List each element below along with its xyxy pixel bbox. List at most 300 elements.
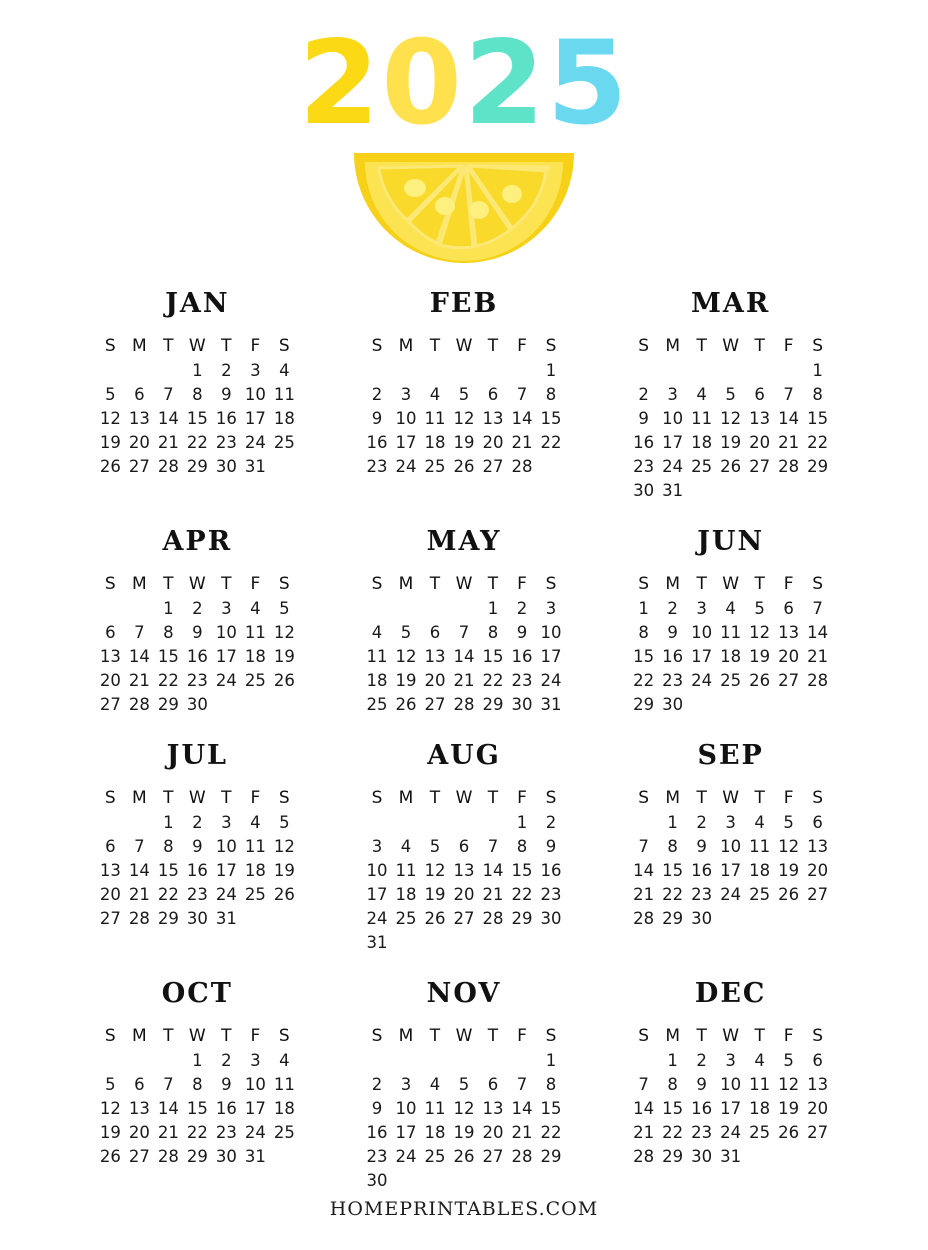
- day-cell: 25: [424, 456, 446, 476]
- weekday-mon: M: [665, 573, 680, 594]
- day-cell: 18: [749, 860, 771, 880]
- weekday-header-row: [362, 333, 565, 358]
- day-cell: 26: [273, 670, 295, 690]
- day-cell: 9: [371, 408, 383, 428]
- day-cell: 25: [424, 1146, 446, 1166]
- day-cell: 4: [400, 836, 412, 856]
- day-cell: 4: [725, 598, 736, 618]
- day-cell: 6: [105, 622, 116, 642]
- day-cell: 13: [128, 1098, 150, 1118]
- day-cell: 23: [540, 884, 562, 904]
- month-name: APR: [162, 526, 233, 557]
- day-cell: [774, 1144, 803, 1168]
- day-cell: 30: [662, 694, 684, 714]
- day-cell: 19: [99, 1122, 121, 1142]
- week-row: [362, 644, 565, 668]
- day-cell: 19: [395, 670, 417, 690]
- day-cell: [420, 1168, 449, 1192]
- day-cell: 26: [778, 1122, 800, 1142]
- day-cell: 21: [511, 432, 533, 452]
- day-cell: 1: [667, 812, 678, 832]
- day-cell: 10: [366, 860, 388, 880]
- day-cell: 22: [662, 1122, 684, 1142]
- day-cell: 19: [273, 860, 295, 880]
- day-cell: 29: [807, 456, 829, 476]
- day-cell: 11: [244, 622, 266, 642]
- day-cell: 7: [812, 598, 823, 618]
- day-cell: 1: [545, 360, 557, 380]
- day-cell: [96, 596, 125, 620]
- weekday-thu: T: [487, 335, 499, 356]
- week-row: [362, 882, 565, 906]
- weekday-tue: T: [429, 335, 441, 356]
- day-cell: 21: [807, 646, 829, 666]
- week-row: [629, 882, 832, 906]
- day-cell: [803, 692, 832, 716]
- week-row: [629, 1096, 832, 1120]
- day-cell: 21: [511, 1122, 533, 1142]
- day-cell: 5: [783, 812, 794, 832]
- day-cell: 30: [215, 1146, 237, 1166]
- day-cell: 6: [134, 384, 145, 404]
- weekday-mon: M: [398, 1025, 414, 1046]
- day-cell: 20: [99, 670, 121, 690]
- day-cell: 2: [371, 1074, 383, 1094]
- weekday-wed: W: [722, 573, 740, 594]
- week-row: [362, 1072, 565, 1096]
- day-cell: [478, 1048, 507, 1072]
- day-cell: 21: [453, 670, 475, 690]
- day-cell: 20: [807, 1098, 829, 1118]
- weekday-sat: S: [545, 1025, 557, 1046]
- day-cell: 1: [667, 1050, 678, 1070]
- day-cell: 3: [725, 1050, 736, 1070]
- day-cell: [154, 1048, 183, 1072]
- weekday-sun: S: [104, 335, 116, 356]
- day-cell: 2: [696, 1050, 707, 1070]
- day-cell: 23: [366, 1146, 388, 1166]
- week-row: [629, 454, 832, 478]
- day-cell: 5: [429, 836, 441, 856]
- day-cell: 8: [667, 836, 678, 856]
- day-cell: 26: [395, 694, 417, 714]
- day-cell: [241, 692, 270, 716]
- week-row: [362, 1096, 565, 1120]
- week-row: [96, 596, 299, 620]
- month-dec: [597, 978, 864, 1192]
- day-cell: [96, 1048, 125, 1072]
- year-digit-1: 2: [298, 16, 382, 151]
- day-cell: 23: [633, 456, 655, 476]
- week-row: [362, 620, 565, 644]
- day-cell: 6: [812, 1050, 823, 1070]
- year-title: [298, 16, 630, 151]
- day-cell: 10: [720, 1074, 742, 1094]
- weekday-header-row: [96, 571, 299, 596]
- day-cell: 28: [482, 908, 504, 928]
- day-cell: 9: [371, 1098, 383, 1118]
- day-cell: [745, 906, 774, 930]
- day-cell: [803, 478, 832, 502]
- weekday-sun: S: [371, 335, 383, 356]
- day-cell: 27: [128, 456, 150, 476]
- day-cell: 23: [691, 1122, 713, 1142]
- day-cell: 21: [128, 884, 150, 904]
- day-cell: 20: [128, 1122, 150, 1142]
- day-cell: 25: [395, 908, 417, 928]
- day-cell: 24: [540, 670, 562, 690]
- week-row: [629, 858, 832, 882]
- day-cell: 10: [244, 384, 266, 404]
- weekday-header-row: [629, 785, 832, 810]
- day-cell: 13: [807, 836, 829, 856]
- weekday-sat: S: [545, 335, 557, 356]
- month-name: DEC: [694, 978, 767, 1009]
- day-cell: 10: [395, 408, 417, 428]
- week-row: [629, 406, 832, 430]
- day-cell: 18: [395, 884, 417, 904]
- day-cell: 12: [99, 1098, 121, 1118]
- day-cell: 29: [482, 694, 504, 714]
- day-cell: 1: [516, 812, 528, 832]
- day-cell: 8: [487, 622, 499, 642]
- week-row: [96, 1144, 299, 1168]
- weekday-fri: F: [517, 1025, 527, 1046]
- day-cell: 27: [424, 694, 446, 714]
- weekday-wed: W: [188, 787, 206, 808]
- weekday-tue: T: [429, 573, 441, 594]
- day-cell: 18: [720, 646, 742, 666]
- day-cell: 7: [638, 836, 649, 856]
- day-cell: 18: [691, 432, 713, 452]
- day-cell: 30: [540, 908, 562, 928]
- day-cell: 27: [99, 694, 121, 714]
- day-cell: 20: [778, 646, 800, 666]
- day-cell: 23: [511, 670, 533, 690]
- week-row: [96, 834, 299, 858]
- day-cell: 16: [540, 860, 562, 880]
- week-row: [96, 454, 299, 478]
- day-cell: 18: [749, 1098, 771, 1118]
- weekday-sat: S: [545, 787, 557, 808]
- day-cell: 31: [244, 1146, 266, 1166]
- day-cell: [96, 810, 125, 834]
- week-row: [362, 430, 565, 454]
- day-cell: 4: [429, 384, 441, 404]
- day-cell: 26: [99, 1146, 121, 1166]
- weekday-mon: M: [131, 573, 147, 594]
- day-cell: 10: [691, 622, 713, 642]
- day-cell: 29: [157, 694, 179, 714]
- weekday-sun: S: [638, 573, 650, 594]
- day-cell: 28: [511, 456, 533, 476]
- day-cell: 2: [371, 384, 383, 404]
- week-row: [629, 382, 832, 406]
- day-cell: [391, 358, 420, 382]
- day-cell: [629, 810, 658, 834]
- day-cell: 13: [99, 860, 121, 880]
- day-cell: 28: [157, 456, 179, 476]
- weekday-wed: W: [722, 787, 740, 808]
- day-cell: [125, 358, 154, 382]
- day-cell: 5: [400, 622, 412, 642]
- weekday-tue: T: [696, 335, 707, 356]
- day-cell: 2: [545, 812, 557, 832]
- day-cell: 4: [754, 1050, 765, 1070]
- weekday-mon: M: [398, 335, 414, 356]
- day-cell: 21: [157, 432, 179, 452]
- day-cell: 17: [215, 646, 237, 666]
- day-cell: [241, 906, 270, 930]
- day-cell: 29: [186, 1146, 208, 1166]
- day-cell: 23: [215, 432, 237, 452]
- day-cell: 14: [633, 1098, 655, 1118]
- day-cell: 16: [215, 408, 237, 428]
- weekday-thu: T: [754, 335, 765, 356]
- day-cell: 8: [163, 622, 174, 642]
- day-cell: 24: [215, 670, 237, 690]
- year-digit-4: 5: [546, 16, 630, 151]
- day-cell: [658, 358, 687, 382]
- day-cell: 14: [157, 408, 179, 428]
- week-row: [96, 882, 299, 906]
- day-cell: [478, 358, 507, 382]
- day-cell: 3: [545, 598, 557, 618]
- day-cell: 20: [482, 432, 504, 452]
- day-cell: 24: [691, 670, 713, 690]
- year-digit-2: 0: [381, 16, 464, 151]
- month-mar: [597, 288, 864, 502]
- weekday-fri: F: [517, 787, 527, 808]
- day-cell: 21: [633, 884, 655, 904]
- day-cell: 21: [128, 670, 150, 690]
- day-cell: 9: [638, 408, 649, 428]
- day-cell: 12: [395, 646, 417, 666]
- weekday-mon: M: [665, 1025, 680, 1046]
- weekday-fri: F: [517, 335, 527, 356]
- day-cell: 22: [540, 432, 562, 452]
- day-cell: 7: [458, 622, 470, 642]
- day-cell: 15: [186, 1098, 208, 1118]
- day-cell: 6: [812, 812, 823, 832]
- day-cell: 28: [633, 908, 655, 928]
- footer-website-label: HOMEPRINTABLES.COM: [329, 1198, 599, 1220]
- day-cell: 28: [778, 456, 800, 476]
- day-cell: 6: [134, 1074, 145, 1094]
- week-row: [629, 478, 832, 502]
- month-table: [362, 1023, 565, 1192]
- day-cell: 9: [192, 836, 203, 856]
- day-cell: 11: [720, 622, 742, 642]
- day-cell: 17: [540, 646, 562, 666]
- day-cell: 16: [691, 1098, 713, 1118]
- week-row: [96, 906, 299, 930]
- day-cell: 25: [244, 670, 266, 690]
- day-cell: 30: [511, 694, 533, 714]
- weekday-header-row: [96, 785, 299, 810]
- day-cell: 17: [366, 884, 388, 904]
- weekday-sun: S: [638, 787, 650, 808]
- day-cell: 19: [778, 860, 800, 880]
- day-cell: [536, 454, 565, 478]
- weekday-mon: M: [398, 573, 414, 594]
- day-cell: 11: [424, 1098, 446, 1118]
- day-cell: 31: [720, 1146, 742, 1166]
- day-cell: 28: [128, 908, 150, 928]
- day-cell: 27: [807, 884, 829, 904]
- day-cell: 22: [157, 670, 179, 690]
- day-cell: 29: [186, 456, 208, 476]
- day-cell: [745, 692, 774, 716]
- day-cell: 21: [157, 1122, 179, 1142]
- day-cell: 11: [273, 384, 295, 404]
- day-cell: 8: [667, 1074, 678, 1094]
- week-row: [96, 1096, 299, 1120]
- day-cell: 1: [638, 598, 649, 618]
- day-cell: [449, 358, 478, 382]
- day-cell: 16: [366, 432, 388, 452]
- day-cell: 19: [720, 432, 742, 452]
- day-cell: 5: [458, 384, 470, 404]
- day-cell: 24: [662, 456, 684, 476]
- day-cell: 22: [482, 670, 504, 690]
- month-name: SEP: [697, 740, 764, 771]
- day-cell: 26: [453, 456, 475, 476]
- weekday-sat: S: [278, 1025, 290, 1046]
- day-cell: 24: [395, 456, 417, 476]
- day-cell: [745, 358, 774, 382]
- day-cell: [687, 692, 716, 716]
- day-cell: [803, 1144, 832, 1168]
- day-cell: 1: [545, 1050, 557, 1070]
- weekday-fri: F: [517, 573, 527, 594]
- day-cell: 18: [244, 860, 266, 880]
- weekday-fri: F: [250, 787, 261, 808]
- weekday-thu: T: [754, 573, 765, 594]
- day-cell: 8: [812, 384, 823, 404]
- month-name: JUL: [166, 740, 228, 771]
- day-cell: 26: [720, 456, 742, 476]
- day-cell: 26: [749, 670, 771, 690]
- day-cell: 7: [134, 622, 145, 642]
- day-cell: 3: [250, 360, 261, 380]
- day-cell: 17: [395, 432, 417, 452]
- day-cell: 7: [163, 1074, 174, 1094]
- weekday-wed: W: [188, 335, 206, 356]
- week-row: [362, 930, 565, 954]
- day-cell: 22: [511, 884, 533, 904]
- day-cell: 29: [157, 908, 179, 928]
- day-cell: 3: [400, 384, 412, 404]
- day-cell: 4: [279, 1050, 290, 1070]
- day-cell: 19: [749, 646, 771, 666]
- day-cell: 3: [696, 598, 707, 618]
- day-cell: 16: [366, 1122, 388, 1142]
- day-cell: 3: [221, 598, 232, 618]
- month-aug: [331, 740, 598, 954]
- day-cell: [774, 358, 803, 382]
- day-cell: 7: [163, 384, 174, 404]
- day-cell: 25: [691, 456, 713, 476]
- day-cell: 20: [99, 884, 121, 904]
- day-cell: 2: [638, 384, 649, 404]
- day-cell: 5: [105, 1074, 116, 1094]
- week-row: [362, 810, 565, 834]
- day-cell: 29: [662, 1146, 684, 1166]
- month-sep: [597, 740, 864, 954]
- day-cell: 10: [540, 622, 562, 642]
- day-cell: [536, 930, 565, 954]
- week-row: [629, 834, 832, 858]
- day-cell: [449, 810, 478, 834]
- day-cell: 3: [725, 812, 736, 832]
- day-cell: 28: [453, 694, 475, 714]
- weekday-sat: S: [278, 335, 290, 356]
- weekday-thu: T: [487, 1025, 499, 1046]
- day-cell: 4: [371, 622, 383, 642]
- day-cell: 14: [511, 408, 533, 428]
- day-cell: 11: [366, 646, 388, 666]
- day-cell: 19: [453, 432, 475, 452]
- day-cell: 16: [691, 860, 713, 880]
- month-table: [96, 785, 299, 930]
- day-cell: 15: [511, 860, 533, 880]
- day-cell: 24: [720, 1122, 742, 1142]
- month-jul: [64, 740, 331, 954]
- week-row: [96, 382, 299, 406]
- day-cell: 6: [783, 598, 794, 618]
- weekday-thu: T: [221, 573, 232, 594]
- day-cell: 11: [749, 1074, 771, 1094]
- day-cell: 28: [511, 1146, 533, 1166]
- day-cell: 24: [244, 432, 266, 452]
- day-cell: 11: [691, 408, 713, 428]
- week-row: [362, 1144, 565, 1168]
- week-row: [629, 668, 832, 692]
- day-cell: 30: [186, 694, 208, 714]
- weekday-tue: T: [163, 573, 174, 594]
- day-cell: 11: [749, 836, 771, 856]
- day-cell: [391, 1168, 420, 1192]
- day-cell: [362, 358, 391, 382]
- day-cell: [96, 358, 125, 382]
- day-cell: 6: [487, 384, 499, 404]
- day-cell: 30: [691, 1146, 713, 1166]
- weekday-tue: T: [696, 1025, 707, 1046]
- weekday-header-row: [629, 571, 832, 596]
- weekday-mon: M: [665, 787, 680, 808]
- weekday-header-row: [96, 1023, 299, 1048]
- week-row: [362, 1048, 565, 1072]
- week-row: [96, 1120, 299, 1144]
- month-table: [96, 333, 299, 478]
- day-cell: 13: [453, 860, 475, 880]
- weekday-tue: T: [429, 787, 441, 808]
- day-cell: 14: [157, 1098, 179, 1118]
- week-row: [362, 1120, 565, 1144]
- day-cell: 2: [221, 360, 232, 380]
- day-cell: 22: [186, 1122, 208, 1142]
- day-cell: 9: [221, 1074, 232, 1094]
- day-cell: 15: [662, 1098, 684, 1118]
- day-cell: [420, 930, 449, 954]
- week-row: [96, 644, 299, 668]
- day-cell: 27: [749, 456, 771, 476]
- weekday-wed: W: [455, 1025, 473, 1046]
- day-cell: 20: [749, 432, 771, 452]
- day-cell: 8: [192, 1074, 203, 1094]
- day-cell: 8: [545, 1074, 557, 1094]
